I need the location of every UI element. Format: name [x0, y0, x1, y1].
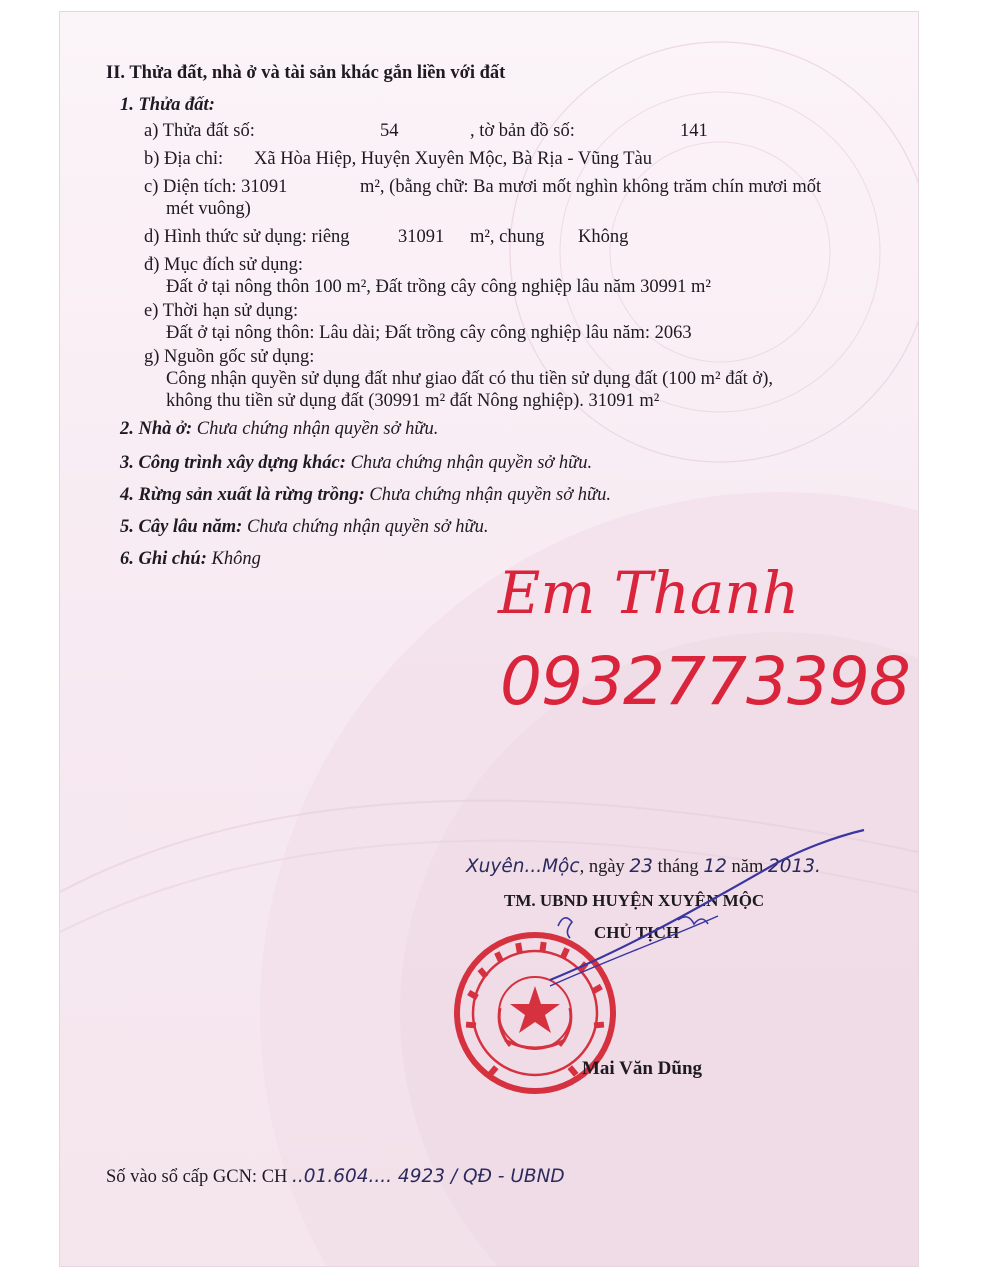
year-label: năm [731, 857, 764, 877]
signer-name: Mai Văn Dũng [582, 1058, 703, 1079]
signer-role: CHỦ TỊCH [594, 923, 680, 942]
day-label: , ngày [579, 857, 625, 877]
area-words-cont: mét vuông) [166, 199, 251, 219]
item-forest-value: Chưa chứng nhận quyền sở hữu. [369, 485, 611, 505]
term-value: Đất ở tại nông thôn: Lâu dài; Đất trồng cây công nghiệp lâu năm: 2063 [166, 323, 692, 343]
origin-line-2: không thu tiền sử dụng đất (30991 m² đất Nông nghiệp). 31091 m² [166, 391, 660, 411]
item-house-value: Chưa chứng nhận quyền sở hữu. [196, 419, 439, 439]
usage-shared: Không [578, 227, 629, 247]
month-label: tháng [657, 857, 699, 877]
item-perennial-label: 5. Cây lâu năm: [120, 517, 243, 537]
promo-phone: 0932773398 [500, 643, 910, 720]
purpose-value: Đất ở tại nông thôn 100 m², Đất trồng cây công nghiệp lâu năm 30991 m² [166, 277, 711, 297]
signature [548, 828, 868, 998]
area-label: c) Diện tích: 31091 [144, 177, 288, 197]
promo-name: Em Thanh [498, 559, 800, 627]
parcel-number: 54 [380, 121, 399, 141]
purpose-label: đ) Mục đích sử dụng: [144, 255, 304, 275]
origin-label: g) Nguồn gốc sử dụng: [144, 347, 315, 367]
usage-private: 31091 [398, 227, 445, 247]
usage-form-label: d) Hình thức sử dụng: riêng [144, 227, 350, 247]
item-note-label: 6. Ghi chú: [120, 549, 207, 569]
month-handwritten: 12 [703, 856, 727, 877]
item-forest [120, 484, 611, 506]
term-label: e) Thời hạn sử dụng: [144, 301, 299, 321]
registry-label: Số vào sổ cấp GCN: CH [106, 1167, 288, 1187]
day-handwritten: 23 [629, 856, 653, 877]
item-forest-label: 4. Rừng sản xuất là rừng trồng: [120, 485, 365, 505]
issuing-org: TM. UBND HUYỆN XUYÊN MỘC [504, 891, 765, 910]
origin-line-1: Công nhận quyền sử dụng đất như giao đất có thu tiền sử dụng đất (100 m² đất ở), [166, 369, 774, 389]
registry-value: ..01.604.... 4923 / QĐ - UBND [292, 1166, 565, 1187]
area-words: m², (bằng chữ: Ba mươi mốt nghìn không trăm chín mươi mốt [360, 177, 822, 197]
item-construction [120, 452, 592, 474]
year-handwritten: 2013. [767, 856, 821, 877]
parcel-label: a) Thửa đất số: [144, 121, 255, 141]
item-note [120, 548, 261, 570]
place-handwritten: Xuyên...Mộc [466, 856, 580, 877]
usage-shared-label: m², chung [470, 227, 545, 247]
item-house [120, 418, 438, 440]
item-construction-value: Chưa chứng nhận quyền sở hữu. [350, 453, 593, 473]
item-house-label: 2. Nhà ở: [120, 419, 193, 439]
item-perennial [120, 516, 489, 538]
map-number: 141 [680, 121, 708, 141]
address-label: b) Địa chỉ: [144, 149, 224, 169]
item-construction-label: 3. Công trình xây dựng khác: [120, 453, 346, 473]
land-heading: 1. Thửa đất: [120, 95, 215, 115]
map-label: , tờ bản đồ số: [470, 121, 575, 141]
address-value: Xã Hòa Hiệp, Huyện Xuyên Mộc, Bà Rịa - Vũng Tàu [254, 149, 653, 169]
registry-line [106, 1166, 565, 1188]
section-title: II. Thửa đất, nhà ở và tài sản khác gắn liền với đất [106, 63, 506, 83]
item-note-value: Không [211, 549, 261, 569]
item-perennial-value: Chưa chứng nhận quyền sở hữu. [246, 517, 489, 537]
